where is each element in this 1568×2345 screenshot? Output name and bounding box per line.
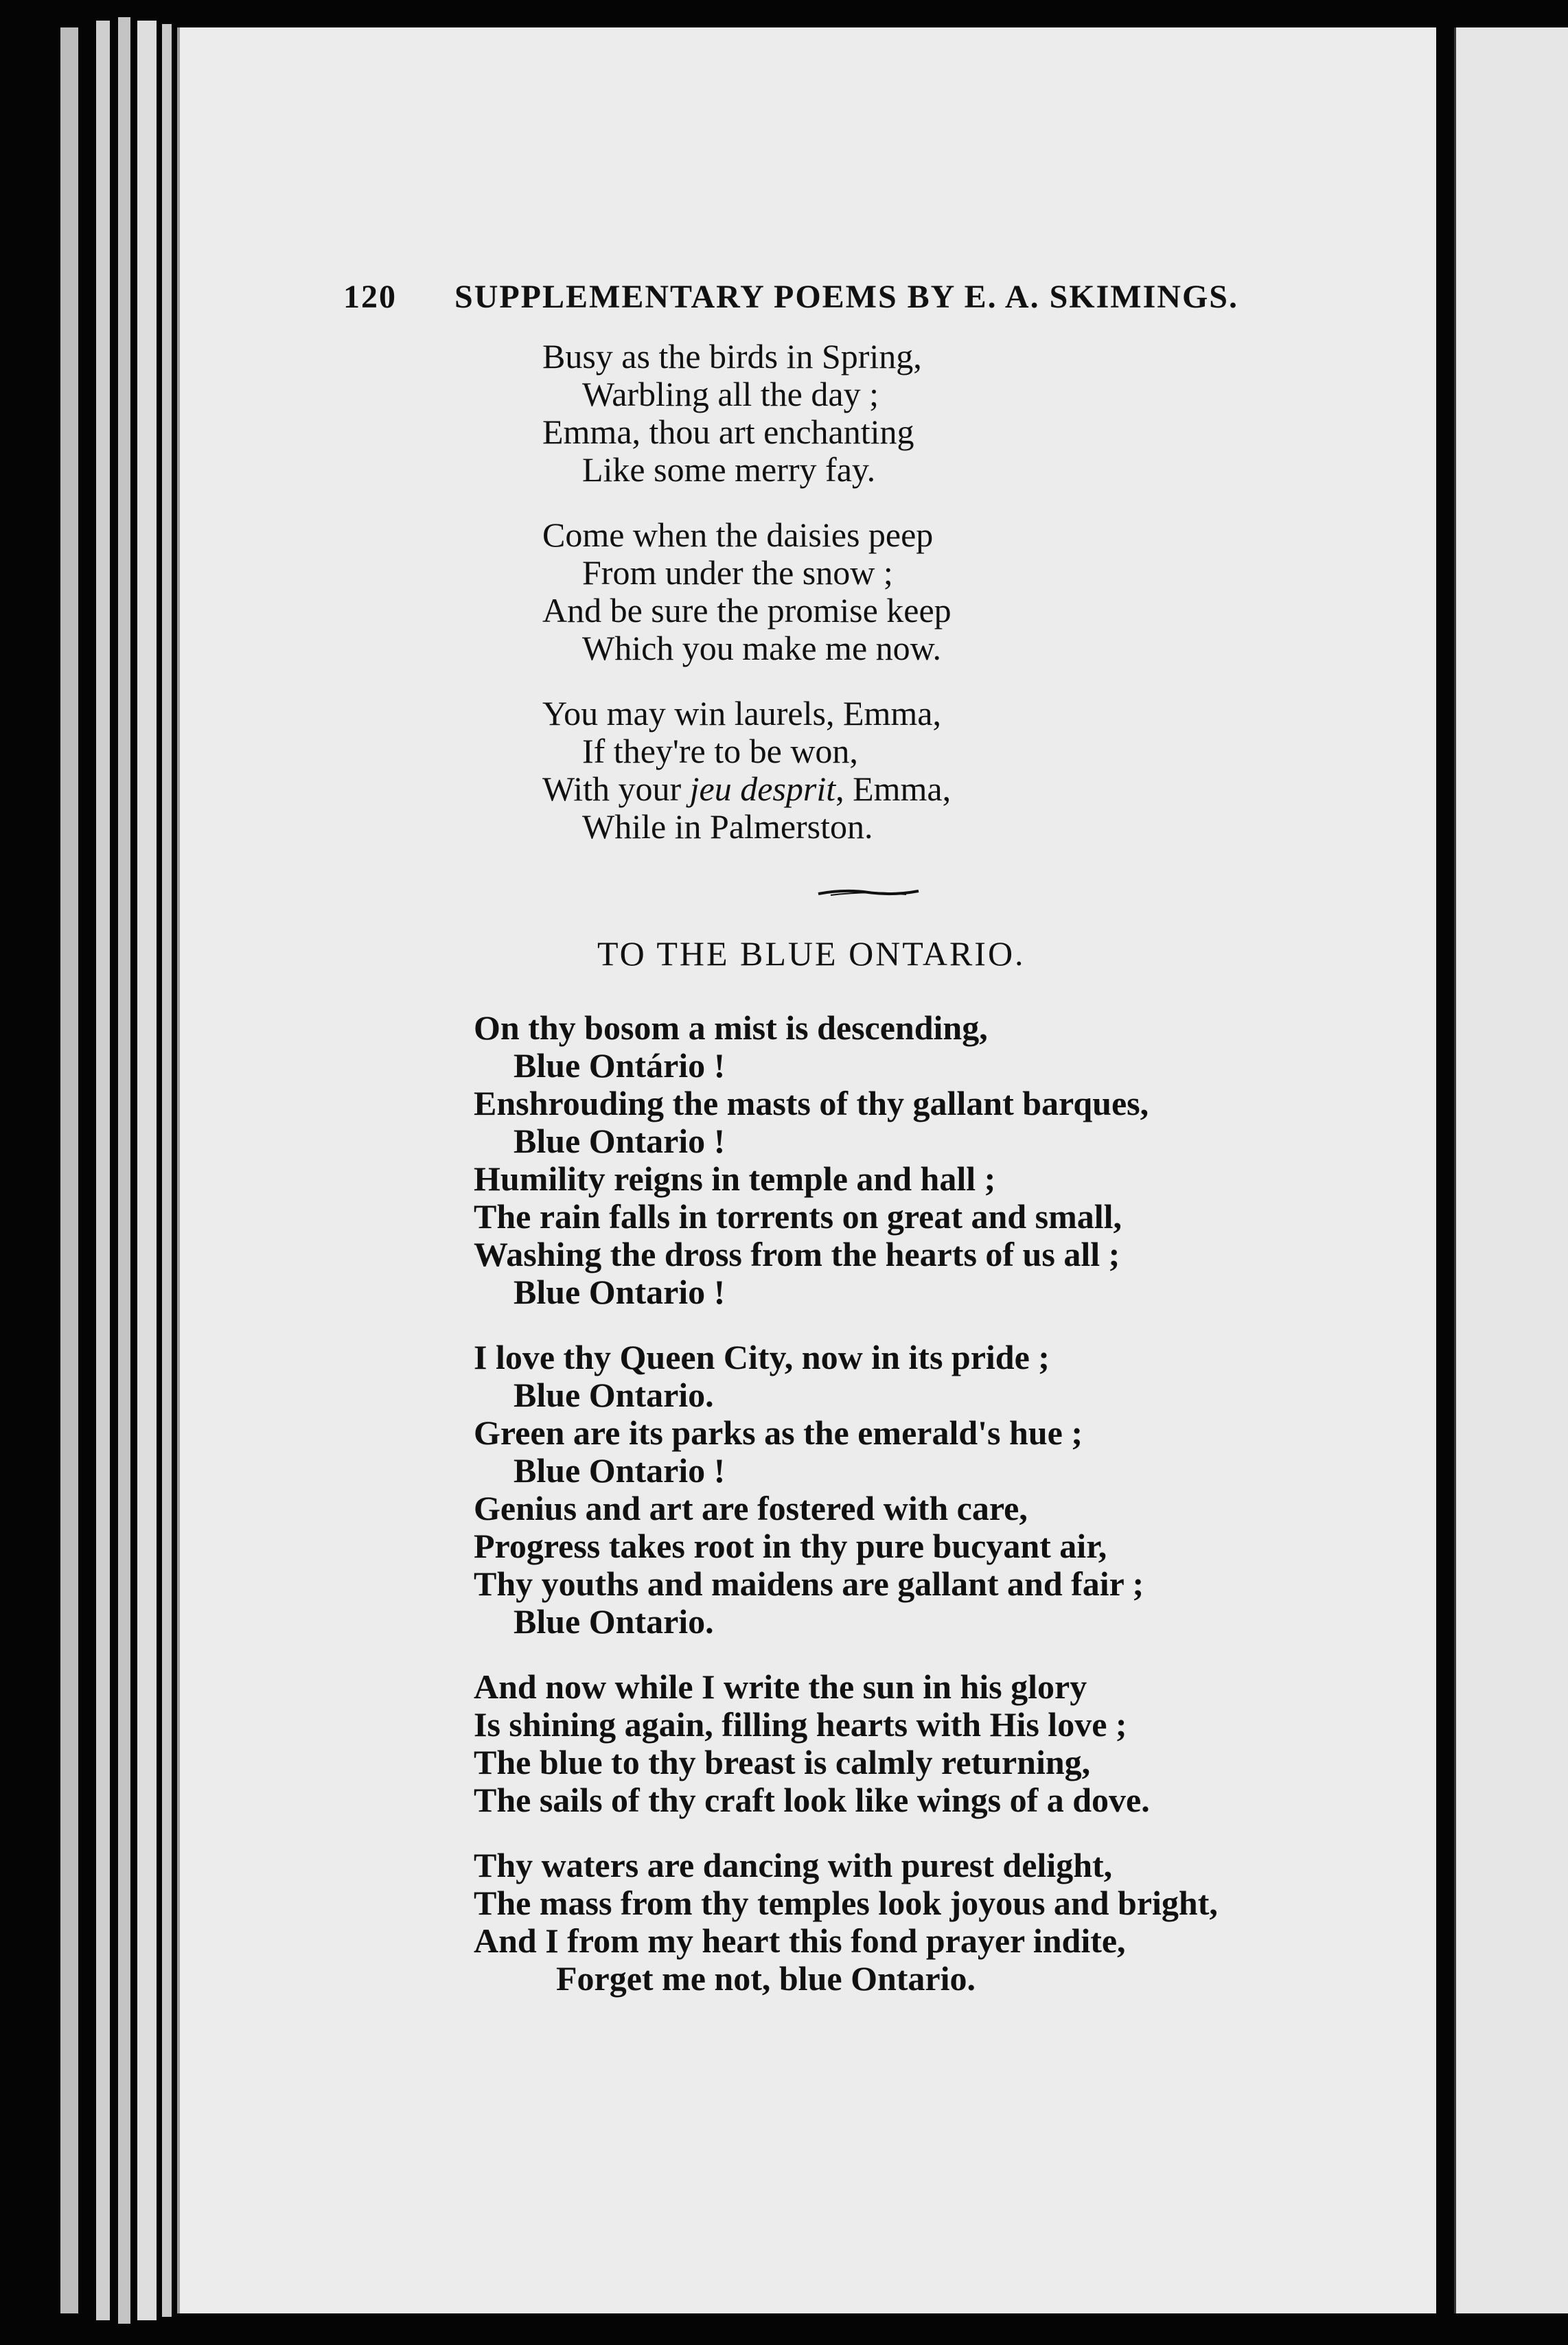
poem-line: Blue Ontario !: [514, 1451, 726, 1490]
poem-line: The blue to thy breast is calmly returning,: [474, 1743, 1091, 1781]
poem-blue-ontario: [474, 1009, 1218, 1998]
stanza-gap: [474, 1819, 1218, 1847]
stanza-gap: [474, 1641, 1218, 1668]
poem-line: And be sure the promise keep: [542, 591, 952, 629]
poem-line: Forget me not, blue Ontario.: [556, 1959, 976, 1998]
poem-line: The rain falls in torrents on great and small,: [474, 1197, 1122, 1236]
poem-line: The mass from thy temples look joyous and bright,: [474, 1884, 1218, 1922]
poem-line: Which you make me now.: [582, 629, 941, 667]
poem-line: Warbling all the day ;: [582, 375, 879, 413]
poem-line: While in Palmerston.: [582, 807, 873, 846]
stanza-gap: [542, 489, 952, 516]
poem-line: Blue Ontario.: [514, 1376, 714, 1414]
poem-line: Busy as the birds in Spring,: [542, 337, 922, 376]
page-number: 120: [343, 279, 397, 315]
poem-line: [542, 770, 952, 808]
poem-emma: [542, 338, 952, 846]
stanza-gap: [542, 667, 952, 695]
poem-line: You may win laurels, Emma,: [542, 694, 941, 732]
poem-line: Genius and art are fostered with care,: [474, 1489, 1028, 1527]
poem-line: Thy youths and maidens are gallant and fair ;: [474, 1564, 1144, 1603]
poem-line: Green are its parks as the emerald's hue ;: [474, 1413, 1083, 1452]
poem-line: Humility reigns in temple and hall ;: [474, 1159, 996, 1198]
poem-line: If they're to be won,: [582, 732, 858, 770]
poem-line: From under the snow ;: [582, 553, 893, 592]
facing-page-edge: [1454, 27, 1568, 2313]
italic-phrase: jeu desprit: [689, 770, 836, 808]
poem-line: Blue Ontario !: [514, 1273, 726, 1311]
running-header: [343, 278, 1304, 316]
page-edge: [96, 21, 110, 2320]
section-divider: [817, 888, 920, 897]
poem-line: I love thy Queen City, now in its pride ;: [474, 1338, 1050, 1376]
poem-line: Come when the daisies peep: [542, 516, 934, 554]
page-edge: [60, 27, 78, 2313]
poem-line: Thy waters are dancing with purest delight,: [474, 1846, 1113, 1884]
poem-line: Washing the dross from the hearts of us all ;: [474, 1235, 1120, 1273]
line-text: With your: [542, 770, 690, 808]
poem-line: The sails of thy craft look like wings of a dove.: [474, 1781, 1150, 1819]
poem-title: TO THE BLUE ONTARIO.: [597, 934, 1026, 973]
poem-line: Blue Ontario.: [514, 1602, 714, 1641]
poem-line: Progress takes root in thy pure bucyant air,: [474, 1527, 1107, 1565]
poem-line: Blue Ontário !: [514, 1046, 726, 1085]
poem-line: Blue Ontario !: [514, 1122, 726, 1160]
poem-line: Enshrouding the masts of thy gallant barques,: [474, 1084, 1149, 1122]
page-edge: [137, 21, 157, 2320]
poem-line: Like some merry fay.: [582, 450, 876, 489]
line-text: , Emma,: [835, 770, 952, 808]
page-edge: [118, 17, 130, 2324]
poem-line: Emma, thou art enchanting: [542, 413, 914, 451]
running-title: SUPPLEMENTARY POEMS BY E. A. SKIMINGS.: [454, 279, 1238, 315]
poem-line: Is shining again, filling hearts with His love ;: [474, 1705, 1127, 1744]
page-edge: [162, 24, 172, 2317]
poem-line: On thy bosom a mist is descending,: [474, 1008, 988, 1047]
stanza-gap: [474, 1311, 1218, 1339]
poem-line: And I from my heart this fond prayer indite,: [474, 1921, 1126, 1960]
poem-line: And now while I write the sun in his glory: [474, 1667, 1087, 1706]
